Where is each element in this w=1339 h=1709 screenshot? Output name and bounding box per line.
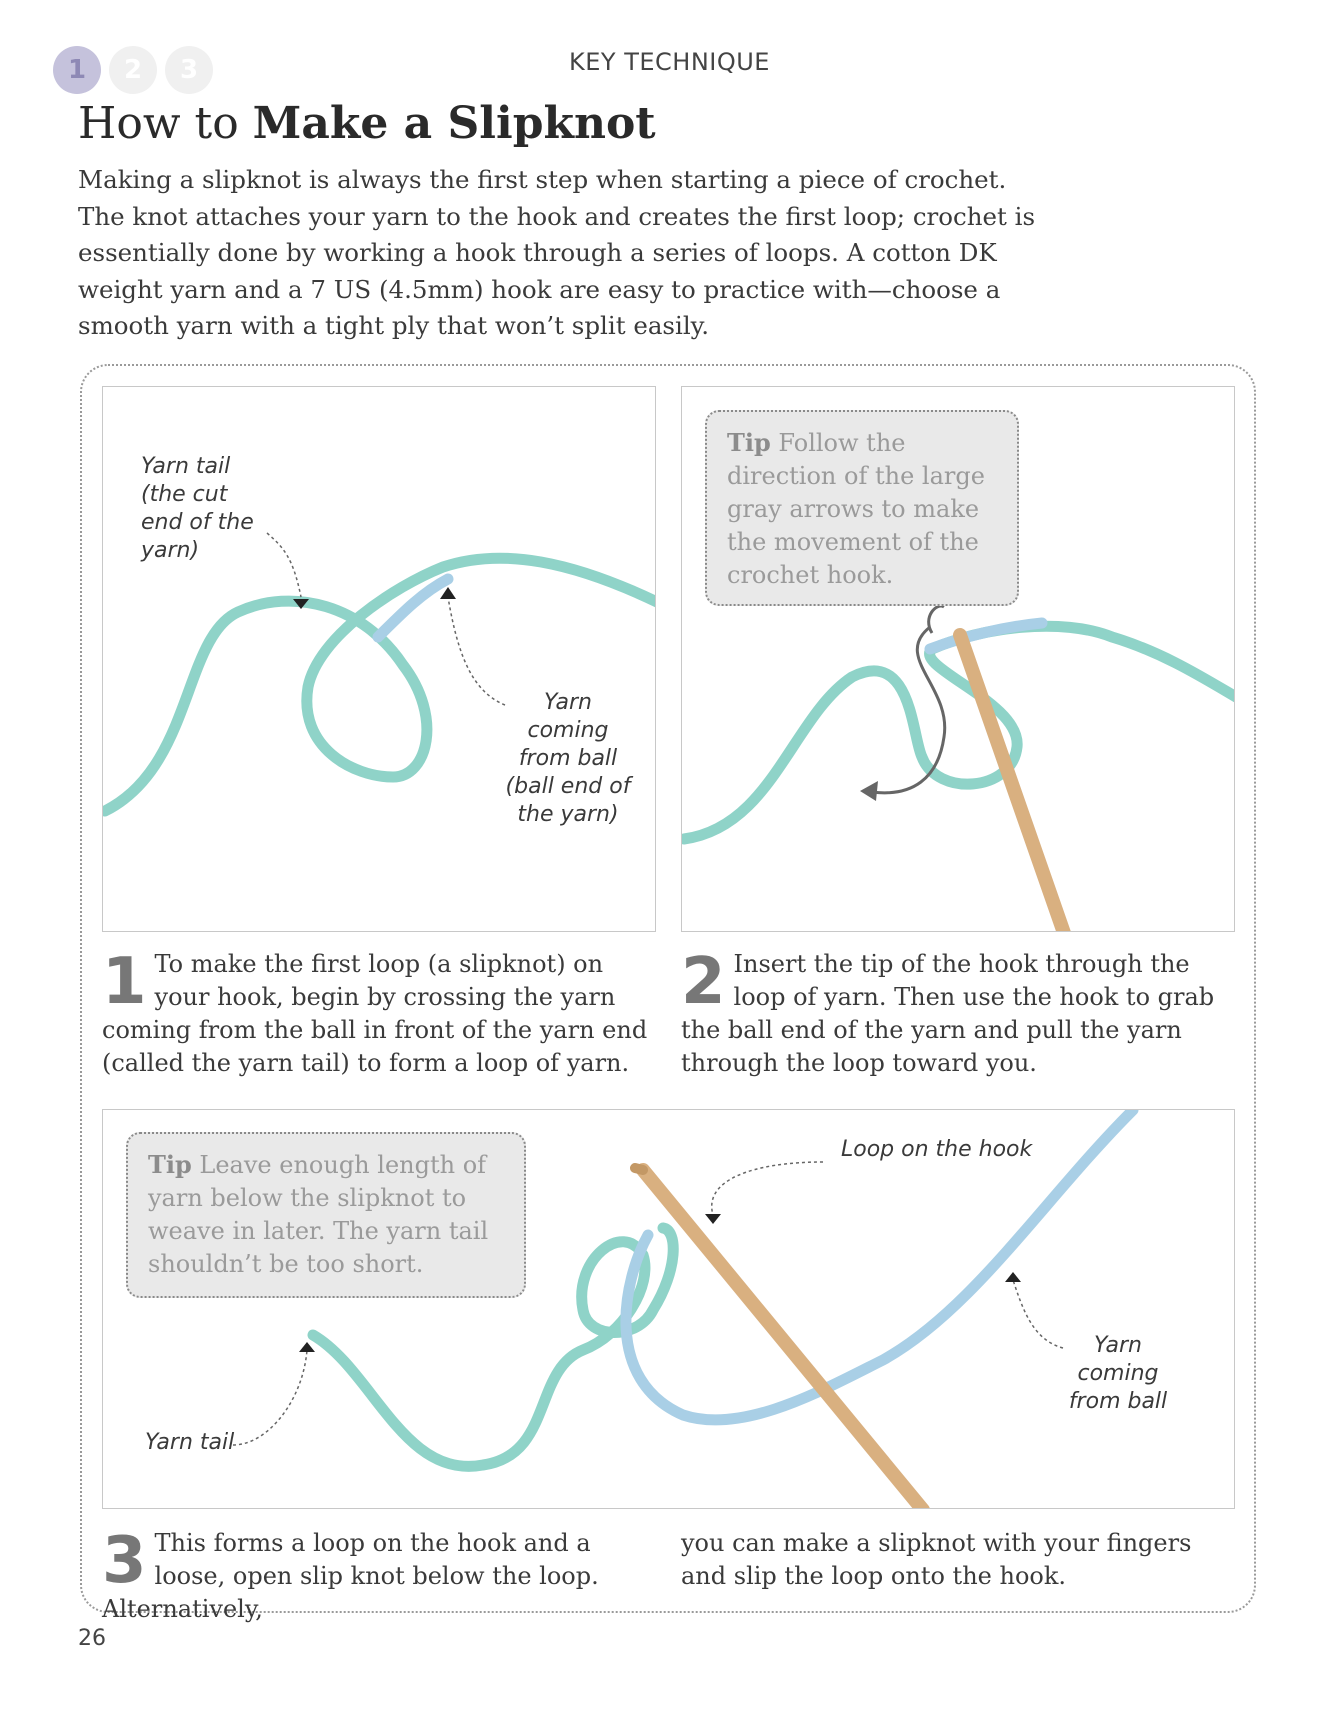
step-1-caption [102,945,656,1080]
tip-box-step-3 [126,1132,526,1298]
tip-text: Follow the direction of the large gray arrows to make the movement of the crochet hook. [727,429,985,589]
intro-paragraph: Making a slipknot is always the first step when starting a piece of crochet. The knot attaches your yarn to the hook and creates the first loop; crochet is essentially done by working a hook through a series of loops. A cotton DK weight yarn and a 7 US (4.5mm) hook are easy to practice with—choose a smooth yarn with a tight ply that won’t split easily. [78,165,1036,340]
step-3-caption-right: you can make a slipknot with your fingers and slip the loop onto the hook. [681,1529,1192,1590]
tip-box-step-2 [705,410,1019,606]
annotation-yarn-tail: Yarn tail (the cut end of the yarn) [141,454,254,563]
step-3-number: 3 [102,1524,147,1598]
title-bold: Make a Slipknot [252,98,656,149]
step-1-number: 1 [102,945,147,1019]
step-2-illustration [681,386,1235,932]
annotation-yarn-tail: Yarn tail [145,1430,235,1455]
step-dot-3: 3 [165,46,213,94]
title-prefix: How to [78,98,253,149]
step-3-illustration [102,1109,1235,1509]
step-2-caption-text: Insert the tip of the hook through the loop of yarn. Then use the hook to grab the ball end of the yarn and pull the yarn through the loop toward you. [681,950,1215,1077]
step-dot-2: 2 [109,46,157,94]
annotation-loop-on-hook: Loop on the hook [841,1137,1033,1162]
section-label: KEY TECHNIQUE [569,48,770,76]
step-1-caption-text: To make the first loop (a slipknot) on your hook, begin by crossing the yarn coming from the ball in front of the yarn end (called the yarn tail) to form a loop of yarn. [102,950,648,1077]
annotation-yarn-from-ball: Yarn coming from ball [1068,1333,1168,1414]
step-dot-1: 1 [53,46,101,94]
step-2-number: 2 [681,945,726,1019]
step-3-caption-left-text: This forms a loop on the hook and a loose, open slip knot below the loop. Alternatively, [102,1529,599,1623]
step-2-caption [681,945,1235,1080]
page-number: 26 [78,1626,106,1651]
tip-label: Tip [727,428,771,457]
step-3-caption-left [102,1524,662,1626]
tip-text: Leave enough length of yarn below the slipknot to weave in later. The yarn tail shouldn’t be too short. [148,1151,489,1278]
tip-label: Tip [148,1150,192,1179]
step-1-illustration [102,386,656,932]
page-title [78,98,656,149]
annotation-yarn-from-ball: Yarn coming from ball (ball end of the yarn) [505,690,631,827]
